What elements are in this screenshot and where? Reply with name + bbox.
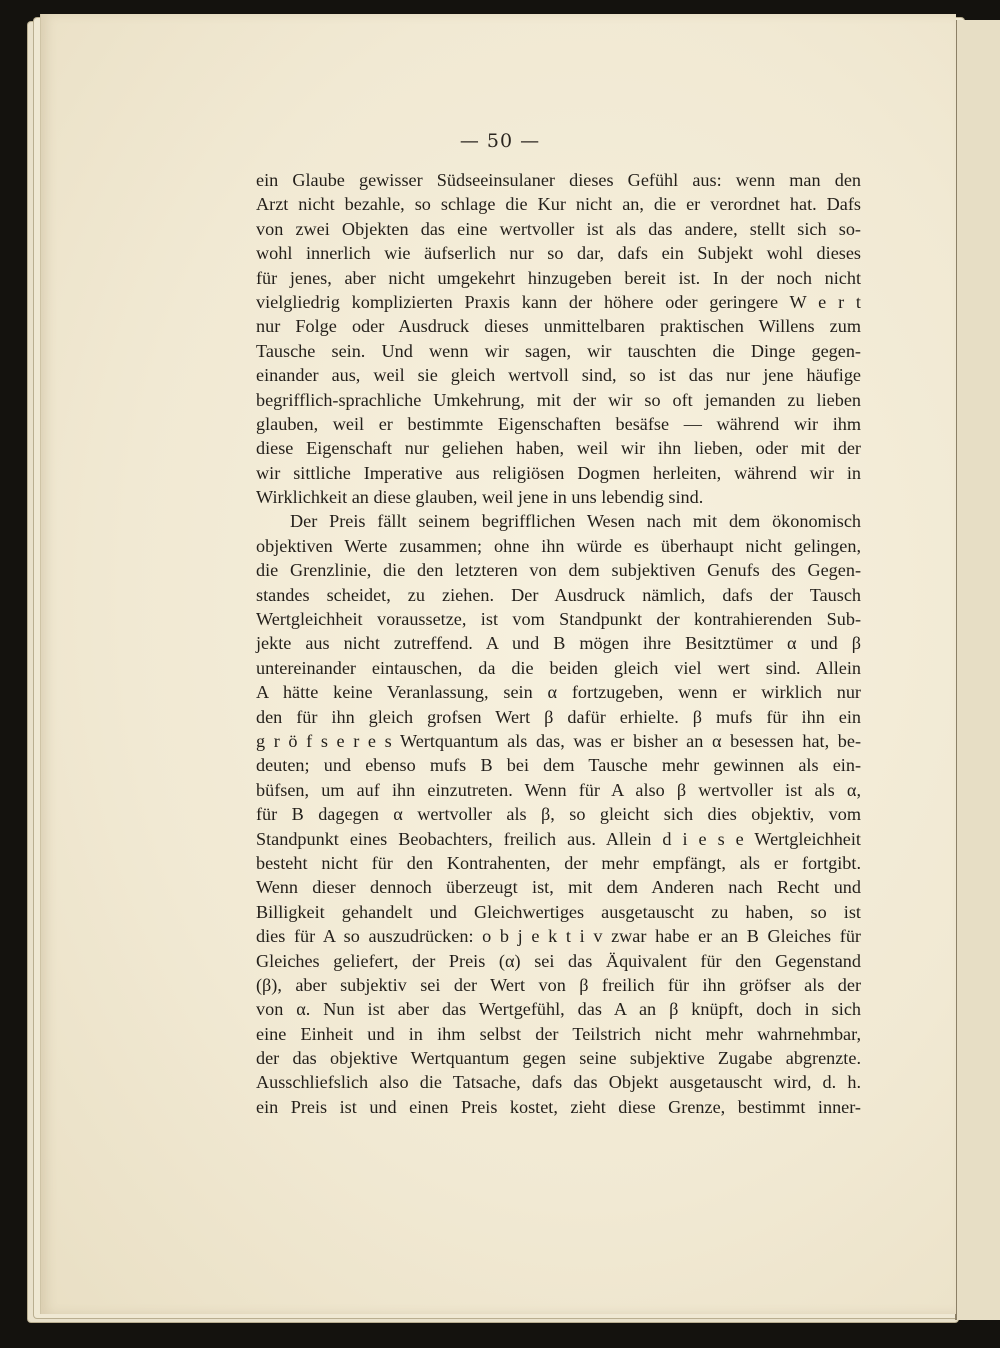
- text-line: Arzt nicht bezahle, so schlage die Kur nicht an, die er verordnet hat. Dafs: [256, 194, 861, 215]
- text-line: eine Einheit und in ihm selbst der Teilstrich nicht mehr wahrnehmbar,: [256, 1023, 861, 1044]
- text-line: objektiven Werte zusammen; ohne ihn würde es überhaupt nicht gelingen,: [256, 535, 861, 556]
- text-line: Tausche sein. Und wenn wir sagen, wir tauschten die Dinge gegen-: [256, 340, 861, 361]
- facing-page-edge: [955, 20, 1000, 1320]
- text-line: nur Folge oder Ausdruck dieses unmittelbaren praktischen Willens zum: [256, 316, 861, 337]
- text-line: begrifflich-sprachliche Umkehrung, mit der wir so oft jemanden zu lieben: [256, 389, 861, 410]
- text-line: Wertgleichheit voraussetze, ist vom Standpunkt der kontrahierenden Sub-: [256, 609, 861, 630]
- text-line: von α. Nun ist aber das Wertgefühl, das A an β knüpft, doch in sich: [256, 999, 861, 1020]
- text-line: deuten; und ebenso mufs B bei dem Tausche mehr gewinnen als ein-: [256, 755, 861, 776]
- text-line: vielgliedrig komplizierten Praxis kann der höhere oder geringere W e r t: [256, 291, 861, 312]
- text-line: standes scheidet, zu ziehen. Der Ausdruck nämlich, dafs der Tausch: [256, 584, 861, 605]
- paragraph-start-line: Der Preis fällt seinem begrifflichen Wesen nach mit dem ökonomisch: [290, 511, 861, 532]
- text-line: glauben, weil er bestimmte Eigenschaften besäfse — während wir ihm: [256, 413, 861, 434]
- text-line: wir sittliche Imperative aus religiösen Dogmen herleiten, während wir in: [256, 462, 861, 483]
- text-line: untereinander eintauschen, da die beiden gleich viel wert sind. Allein: [256, 657, 861, 678]
- page-number: — 50 —: [459, 130, 541, 152]
- text-line: einander aus, weil sie gleich wertvoll sind, so ist das nur jene häufige: [256, 365, 861, 386]
- text-line: g r ö f s e r e s Wertquantum als das, was er bisher an α besessen hat, be-: [256, 730, 861, 751]
- text-line: jekte aus nicht zutreffend. A und B mögen ihre Besitztümer α und β: [256, 633, 861, 654]
- text-line: besteht nicht für den Kontrahenten, der mehr empfängt, als er fortgibt.: [256, 852, 861, 873]
- text-line: Wirklichkeit an diese glauben, weil jene in uns lebendig sind.: [256, 487, 704, 508]
- text-line: diese Eigenschaft nur geliehen haben, weil wir ihn lieben, oder mit der: [256, 438, 861, 459]
- text-line: büfsen, um auf ihn einzutreten. Wenn für A also β wertvoller ist als α,: [256, 779, 861, 800]
- text-line: wohl innerlich wie äufserlich nur so dar, dafs ein Subjekt wohl dieses: [256, 243, 861, 264]
- text-line: Ausschliefslich also die Tatsache, dafs das Objekt ausgetauscht wird, d. h.: [256, 1072, 861, 1093]
- text-line: ein Glaube gewisser Südseeinsulaner dieses Gefühl aus: wenn man den: [256, 170, 861, 190]
- text-line: A hätte keine Veranlassung, sein α fortzugeben, wenn er wirklich nur: [256, 682, 861, 703]
- text-line: Wenn dieser dennoch überzeugt ist, mit dem Anderen nach Recht und: [256, 877, 861, 898]
- text-line: ein Preis ist und einen Preis kostet, zieht diese Grenze, bestimmt inner-: [256, 1096, 861, 1117]
- body-text: [256, 168, 861, 1119]
- text-line: für B dagegen α wertvoller als β, so gleicht sich dies objektiv, vom: [256, 804, 861, 825]
- text-line: den für ihn gleich grofsen Wert β dafür erhielte. β mufs für ihn ein: [256, 706, 861, 727]
- text-line: der das objektive Wertquantum gegen seine subjektive Zugabe abgrenzte.: [256, 1048, 861, 1069]
- text-line: Gleiches geliefert, der Preis (α) sei das Äquivalent für den Gegenstand: [256, 950, 861, 971]
- text-line: die Grenzlinie, die den letzteren von dem subjektiven Genufs des Gegen-: [256, 560, 861, 581]
- text-line: von zwei Objekten das eine wertvoller ist als das andere, stellt sich so-: [256, 218, 861, 239]
- text-line: für jenes, aber nicht umgekehrt hinzugeben bereit ist. In der noch nicht: [256, 267, 861, 288]
- text-line: dies für A so auszudrücken: o b j e k t i v zwar habe er an B Gleiches für: [256, 926, 861, 947]
- text-line: Standpunkt eines Beobachters, freilich aus. Allein d i e s e Wertgleichheit: [256, 828, 861, 849]
- text-line: (β), aber subjektiv sei der Wert von β freilich für ihn gröfser als der: [256, 974, 861, 995]
- text-line: Billigkeit gehandelt und Gleichwertiges ausgetauscht zu haben, so ist: [256, 901, 861, 922]
